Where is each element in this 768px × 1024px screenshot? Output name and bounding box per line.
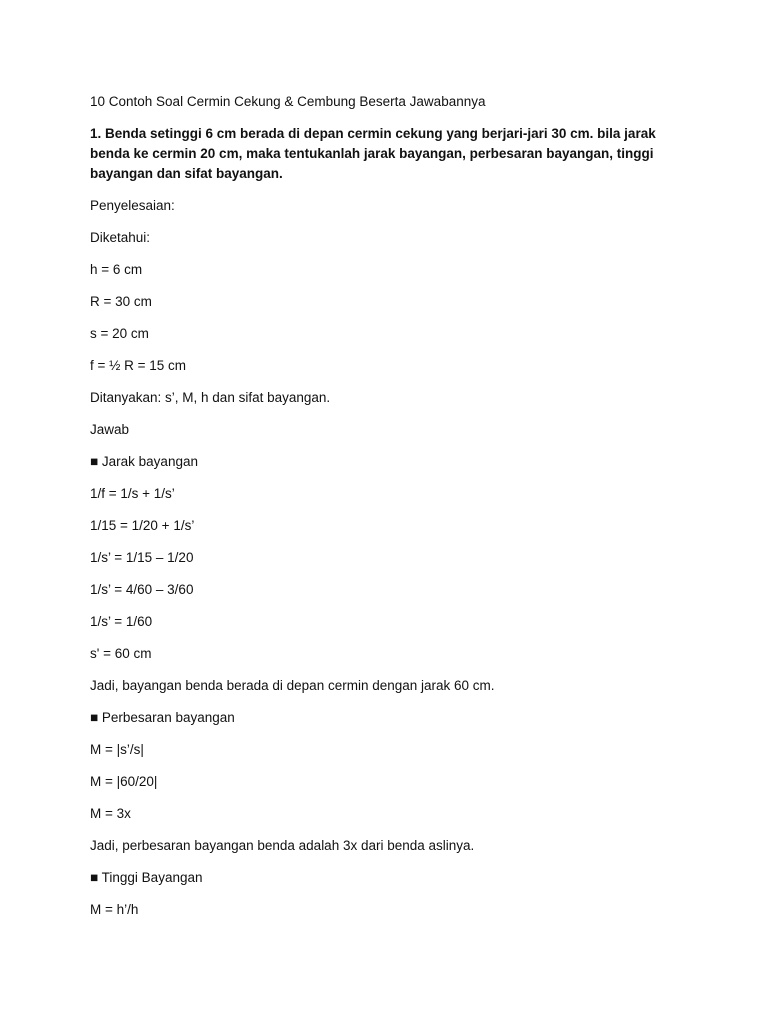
equation-line: 1/15 = 1/20 + 1/s’ [90,518,195,533]
heading-perbesaran-bayangan: ■ Perbesaran bayangan [90,710,235,725]
line-penyelesaian: Penyelesaian: [90,198,175,213]
equation-line: M = |s’/s| [90,742,144,757]
line-given-f: f = ½ R = 15 cm [90,358,187,373]
conclusion-line: Jadi, bayangan benda berada di depan cermin dengan jarak 60 cm. [90,678,495,693]
conclusion-line: Jadi, perbesaran bayangan benda adalah 3x dari benda aslinya. [90,838,475,853]
line-given-h: h = 6 cm [90,262,143,277]
equation-line: 1/s’ = 1/60 [90,614,153,629]
equation-line: 1/s’ = 4/60 – 3/60 [90,582,194,597]
equation-line: M = |60/20| [90,774,158,789]
result-line: M = 3x [90,806,131,821]
heading-jarak-bayangan: ■ Jarak bayangan [90,454,198,469]
result-line: s' = 60 cm [90,646,152,661]
document-page [90,92,690,932]
equation-line: 1/s’ = 1/15 – 1/20 [90,550,194,565]
line-given-s: s = 20 cm [90,326,149,341]
equation-line: M = h’/h [90,902,139,917]
document-title: 10 Contoh Soal Cermin Cekung & Cembung Beserta Jawabannya [90,94,486,109]
equation-line: 1/f = 1/s + 1/s’ [90,486,175,501]
question-text: 1. Benda setinggi 6 cm berada di depan cermin cekung yang berjari-jari 30 cm. bila jarak benda ke cermin 20 cm, maka tentukanlah jarak bayangan, perbesaran bayangan, tinggi bayangan dan sifat bayangan. [90,126,656,181]
line-ditanyakan: Ditanyakan: s’, M, h dan sifat bayangan. [90,390,331,405]
line-jawab: Jawab [90,422,130,437]
line-given-r: R = 30 cm [90,294,152,309]
line-diketahui: Diketahui: [90,230,151,245]
heading-tinggi-bayangan: ■ Tinggi Bayangan [90,870,203,885]
